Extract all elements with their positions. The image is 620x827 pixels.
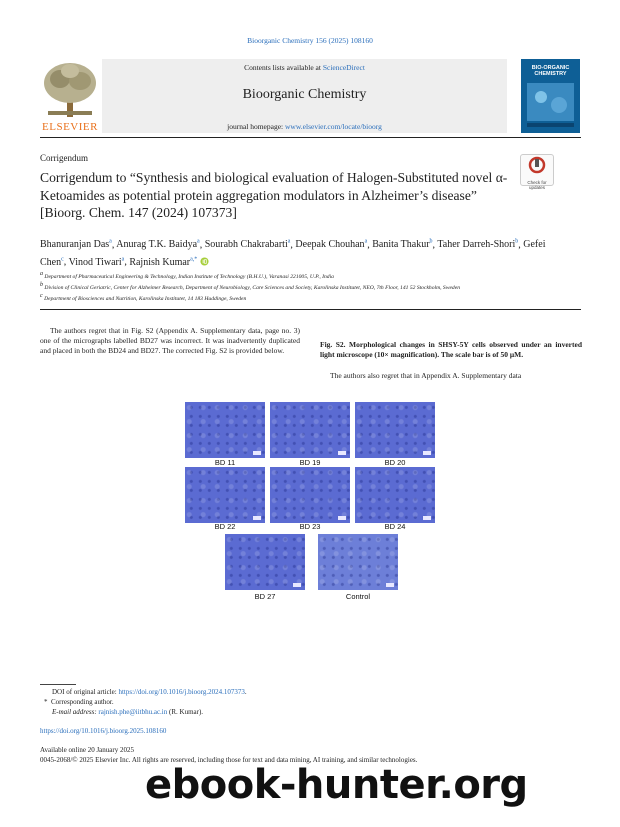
journal-masthead bbox=[40, 59, 581, 133]
affiliation: $^c$ Department of Biosciences and Nutrition, Karolinska Institutet, 14 183 Huddinge, Sweden bbox=[40, 293, 247, 303]
author[interactable]: Anurag T.K. Baidya$^a$ bbox=[116, 239, 200, 251]
micrograph-label: BD 22 bbox=[214, 522, 236, 531]
header-rule bbox=[40, 309, 581, 310]
micrograph-bd22 bbox=[185, 467, 265, 523]
original-doi-link[interactable]: https://doi.org/10.1016/j.bioorg.2024.107373 bbox=[118, 688, 245, 696]
author[interactable]: Bhanuranjan Das$^a$ bbox=[40, 239, 112, 251]
contents-line bbox=[102, 63, 507, 72]
micrograph-label: BD 27 bbox=[254, 592, 276, 601]
article-title: Corrigendum to “Synthesis and biological evaluation of Halogen-Substituted novel α-Ketoamides as potential protein aggregation modulators in Alzheimer’s disease” [Bioorg. Chem. 147 (2024) 107373] bbox=[40, 170, 508, 220]
footnote-corresponding: * Corresponding author. bbox=[44, 698, 114, 706]
sciencedirect-link[interactable]: ScienceDirect bbox=[322, 63, 365, 72]
check-updates-icon bbox=[521, 155, 553, 175]
footnote-rule bbox=[40, 684, 76, 685]
article-doi-link[interactable]: https://doi.org/10.1016/j.bioorg.2025.108160 bbox=[40, 727, 167, 735]
micrograph-bd27 bbox=[225, 534, 305, 590]
contents-prefix: Contents lists available at bbox=[244, 63, 323, 72]
footnote-doi: DOI of original article: https://doi.org/10.1016/j.bioorg.2024.107373. bbox=[52, 688, 247, 696]
figure-caption: Fig. S2. Morphological changes in SHSY-5Y cells observed under an inverted light microscope (10× magnification). The scale bar is of 50 μM. bbox=[320, 340, 582, 359]
journal-cover-image[interactable] bbox=[521, 59, 580, 133]
author[interactable]: Vinod Tiwari$^a$ bbox=[68, 256, 125, 268]
journal-name: Bioorganic Chemistry bbox=[242, 87, 367, 102]
author[interactable]: Deepak Chouhan$^a$ bbox=[295, 239, 368, 251]
body-paragraph-right: The authors also regret that in Appendix A. Supplementary data bbox=[330, 371, 522, 380]
affiliation: $^a$ Department of Pharmaceutical Engineering & Technology, Indian Institute of Technology (B.H.U.), Varanasi 221005, U.P., India bbox=[40, 271, 334, 280]
micrograph-bd19 bbox=[270, 402, 350, 458]
author[interactable]: Gefei Chen$^c$ bbox=[40, 239, 546, 268]
author-list: Bhanuranjan Das$^a$, Anurag T.K. Baidya$^a$, Sourabh Chakrabarti$^a$, Deepak Chouhan$^a$, Banita Thakur$^b$, Taher Darreh-Shori$^b$, Gefei Chen$^c$, Vinod Tiwari$^a$, Rajnish Kumar$^{a,*}$ bbox=[40, 239, 546, 268]
author[interactable]: Banita Thakur$^b$ bbox=[372, 239, 433, 251]
micrograph-control bbox=[318, 534, 398, 590]
journal-reference[interactable]: Bioorganic Chemistry 156 (2025) 108160 bbox=[247, 36, 373, 45]
homepage-line bbox=[102, 122, 507, 131]
micrograph-label: Control bbox=[345, 592, 371, 601]
copyright-line: 0045-2068/© 2025 Elsevier Inc. All rights are reserved, including those for text and data mining, AI training, and similar technologies. bbox=[40, 756, 418, 764]
affiliations bbox=[40, 270, 510, 303]
micrograph-bd11 bbox=[185, 402, 265, 458]
cover-title: BIO-ORGANIC CHEMISTRY bbox=[531, 65, 570, 77]
article-type: Corrigendum bbox=[40, 153, 88, 163]
watermark: ebook-hunter.org bbox=[145, 762, 528, 808]
micrograph-bd23 bbox=[270, 467, 350, 523]
publisher-logo-text: ELSEVIER bbox=[42, 121, 98, 133]
orcid-icon[interactable] bbox=[200, 257, 209, 266]
available-online: Available online 20 January 2025 bbox=[40, 746, 134, 754]
micrograph-bd24 bbox=[355, 467, 435, 523]
micrograph-bd20 bbox=[355, 402, 435, 458]
micrograph-label: BD 24 bbox=[384, 522, 406, 531]
homepage-link[interactable]: www.elsevier.com/locate/bioorg bbox=[285, 122, 382, 131]
micrograph-label: BD 11 bbox=[214, 458, 236, 467]
affiliation: $^b$ Division of Clinical Geriatric, Center for Alzheimer Research, Department of Neurobiology, Care Sciences and Society, Karolinska Institutet, NEO, 7th Floor, 141 52 Stockholm, Sweden bbox=[40, 282, 460, 292]
body-paragraph-left: The authors regret that in Fig. S2 (Appendix A. Supplementary data, page no. 3) one of the micrographs labelled BD27 was incorrect. It was inadvertently duplicated and placed in both the BD24 and BD27. The corrected Fig. S2 is provided below. bbox=[40, 326, 300, 355]
check-updates-label: Check for updates bbox=[527, 180, 547, 190]
author[interactable]: Taher Darreh-Shori$^b$ bbox=[437, 239, 519, 251]
micrograph-label: BD 23 bbox=[299, 522, 321, 531]
masthead-rule bbox=[40, 137, 581, 138]
footnote-email: E-mail address: rajnish.phe@iitbhu.ac.in (R. Kumar). bbox=[52, 708, 204, 716]
check-for-updates-button[interactable] bbox=[520, 154, 554, 190]
author[interactable]: Rajnish Kumar$^{a,*}$ bbox=[129, 256, 198, 268]
micrograph-label: BD 19 bbox=[299, 458, 321, 467]
micrograph-label: BD 20 bbox=[384, 458, 406, 467]
email-link[interactable]: rajnish.phe@iitbhu.ac.in bbox=[98, 708, 168, 716]
figure-s2 bbox=[183, 400, 438, 610]
homepage-prefix: journal homepage: bbox=[227, 122, 286, 131]
author[interactable]: Sourabh Chakrabarti$^a$ bbox=[204, 239, 291, 251]
